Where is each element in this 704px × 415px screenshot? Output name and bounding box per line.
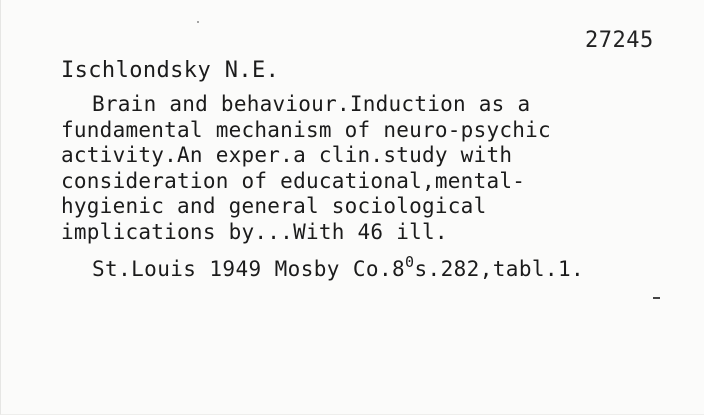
description-line: implications by...With 46 ill. [61, 219, 448, 244]
format-superscript: 0 [405, 253, 415, 271]
description-line: activity.An exper.a clin.study with [61, 143, 513, 167]
accession-number: 27245 [585, 28, 654, 53]
description-line: hygienic and general sociological [61, 194, 487, 218]
description-line: fundamental mechanism of neuro-psychic [61, 117, 551, 142]
description-line: Brain and behaviour.Induction as a [92, 92, 531, 116]
paper-speck [197, 21, 199, 23]
title-description [61, 92, 681, 245]
author-heading: Ischlondsky N.E. [61, 58, 280, 83]
description-line: consideration of educational,mental- [61, 168, 526, 193]
imprint-place-publisher: St.Louis 1949 Mosby Co.8 [92, 257, 406, 281]
stray-mark [653, 297, 660, 299]
imprint-pages-tables: s.282,tabl.1. [414, 257, 585, 281]
imprint-line [92, 253, 585, 281]
